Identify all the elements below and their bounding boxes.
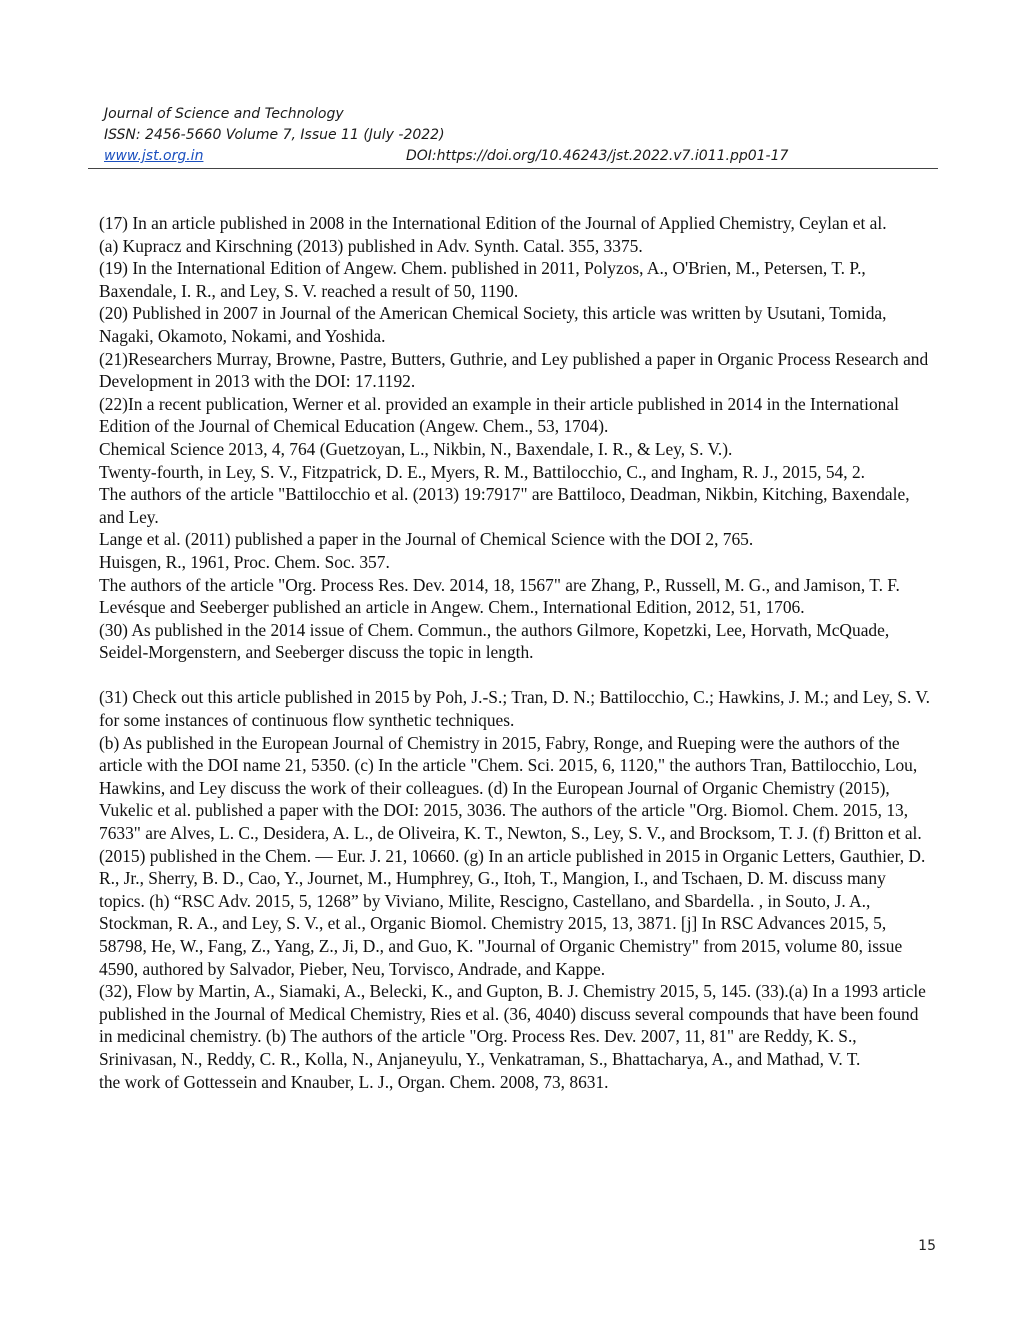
reference-entry: (21)Researchers Murray, Browne, Pastre, Butters, Guthrie, and Ley published a paper in Organic Process Research and Development in 2013 with the DOI: 17.1192. — [99, 348, 929, 392]
reference-entry: Twenty-fourth, in Ley, S. V., Fitzpatrick, D. E., Myers, R. M., Battilocchio, C., and Ingham, R. J., 2015, 54, 2. — [99, 461, 865, 482]
reference-entry: (17) In an article published in 2008 in the International Edition of the Journal of Applied Chemistry, Ceylan et al. — [99, 213, 887, 233]
journal-header — [104, 104, 938, 167]
reference-entry: (a) Kupracz and Kirschning (2013) published in Adv. Synth. Catal. 355, 3375. — [99, 235, 643, 256]
reference-entry: (31) Check out this article published in 2015 by Poh, J.-S.; Tran, D. N.; Battilocchio, C.; Hawkins, J. M.; and Ley, S. V. for some instances of continuous flow synthetic techniques. — [99, 687, 931, 731]
reference-entry: The authors of the article "Battilocchio et al. (2013) 19:7917" are Battiloco, Deadman, Nikbin, Kitching, Baxendale, and Ley. — [99, 484, 910, 527]
journal-title: Journal of Science and Technology — [104, 106, 344, 122]
page-number: 15 — [918, 1238, 936, 1254]
reference-entry: (19) In the International Edition of Angew. Chem. published in 2011, Polyzos, A., O'Brien, M., Petersen, T. P., Baxendale, I. R., and Ley, S. V. reached a result of 50, 1190. — [99, 258, 866, 301]
journal-website-link[interactable]: www.jst.org.in — [104, 148, 204, 164]
reference-entry: (20) Published in 2007 in Journal of the American Chemical Society, this article was written by Usutani, Tomida, Nagaki, Okamoto, Nokami, and Yoshida. — [99, 303, 887, 346]
reference-entry: Chemical Science 2013, 4, 764 (Guetzoyan, L., Nikbin, N., Baxendale, I. R., & Ley, S. V.). — [99, 438, 733, 459]
reference-entry: Levésque and Seeberger published an article in Angew. Chem., International Edition, 2012, 51, 1706. — [99, 597, 805, 618]
journal-link-row — [104, 146, 938, 167]
reference-entry: (b) As published in the European Journal of Chemistry in 2015, Fabry, Ronge, and Rueping were the authors of the article with the DOI name 21, 5350. (c) In the article "Chem. Sci. 2015, 6, 1120," the authors Tran, Battilocchio, Lou, Hawkins, and Ley discuss the work of their colleagues. (d) In the European Journal of Organic Chemistry (2015), Vukelic et al. published a paper with the DOI: 2015, 3036. The authors of the article "Org. Biomol. Chem. 2015, 13, 7633" are Alves, L. C., Desidera, A. L., de Oliveira, K. T., Newton, S., Ley, S. V., and Brocksom, T. J. (f) Britton et al. (2015) published in the Chem. — Eur. J. 21, 10660. (g) In an article published in 2015 in Organic Letters, Gauthier, D. R., Jr., Sherry, B. D., Cao, Y., Journet, M., Humphrey, G., Itoh, T., Mangion, I., and Tschaen, D. M. discuss many topics. (h) “RSC Adv. 2015, 5, 1268” by Viviano, Milite, Rescigno, Castellano, and Sbardella. , in Souto, J. A., Stockman, R. A., and Ley, S. V., et al., Organic Biomol. Chemistry 2015, 13, 3871. [j] In RSC Advances 2015, 5, 58798, He, W., Fang, Z., Yang, Z., Ji, D., and Guo, K. "Journal of Organic Chemistry" from 2015, volume 80, issue 4590, authored by Salvador, Pieber, Neu, Torvisco, Andrade, and Kappe. — [99, 732, 926, 979]
journal-doi: DOI:https://doi.org/10.46243/jst.2022.v7.i011.pp01-17 — [406, 148, 789, 164]
header-divider — [88, 168, 938, 169]
reference-entry: Huisgen, R., 1961, Proc. Chem. Soc. 357. — [99, 551, 390, 572]
reference-entry: (22)In a recent publication, Werner et al. provided an example in their article published in 2014 in the International Edition of the Journal of Chemical Education (Angew. Chem., 53, 1704). — [99, 393, 899, 437]
reference-entry: The authors of the article "Org. Process Res. Dev. 2014, 18, 1567" are Zhang, P., Russell, M. G., and Jamison, T. F. — [99, 574, 900, 595]
references-body — [99, 212, 934, 1093]
reference-entry: Lange et al. (2011) published a paper in the Journal of Chemical Science with the DOI 2, 765. — [99, 529, 754, 550]
reference-entry: (32), Flow by Martin, A., Siamaki, A., Belecki, K., and Gupton, B. J. Chemistry 2015, 5, 145. (33).(a) In a 1993 article published in the Journal of Medical Chemistry, Ries et al. (36, 4040) discuss several compounds that have been found in medicinal chemistry. (b) The authors of the article "Org. Process Res. Dev. 2007, 11, 81" are Reddy, K. S., Srinivasan, N., Reddy, C. R., Kolla, N., Anjaneyulu, Y., Venkatraman, S., Bhattacharya, A., and Mathad, V. T. — [99, 981, 926, 1069]
reference-entry: (30) As published in the 2014 issue of Chem. Commun., the authors Gilmore, Kopetzki, Lee, Horvath, McQuade, Seidel-Morgenstern, and Seeberger discuss the topic in length. — [99, 619, 890, 663]
reference-entry: the work of Gottessein and Knauber, L. J., Organ. Chem. 2008, 73, 8631. — [99, 1071, 609, 1092]
journal-issn: ISSN: 2456-5660 Volume 7, Issue 11 (July -2022) — [104, 127, 445, 143]
